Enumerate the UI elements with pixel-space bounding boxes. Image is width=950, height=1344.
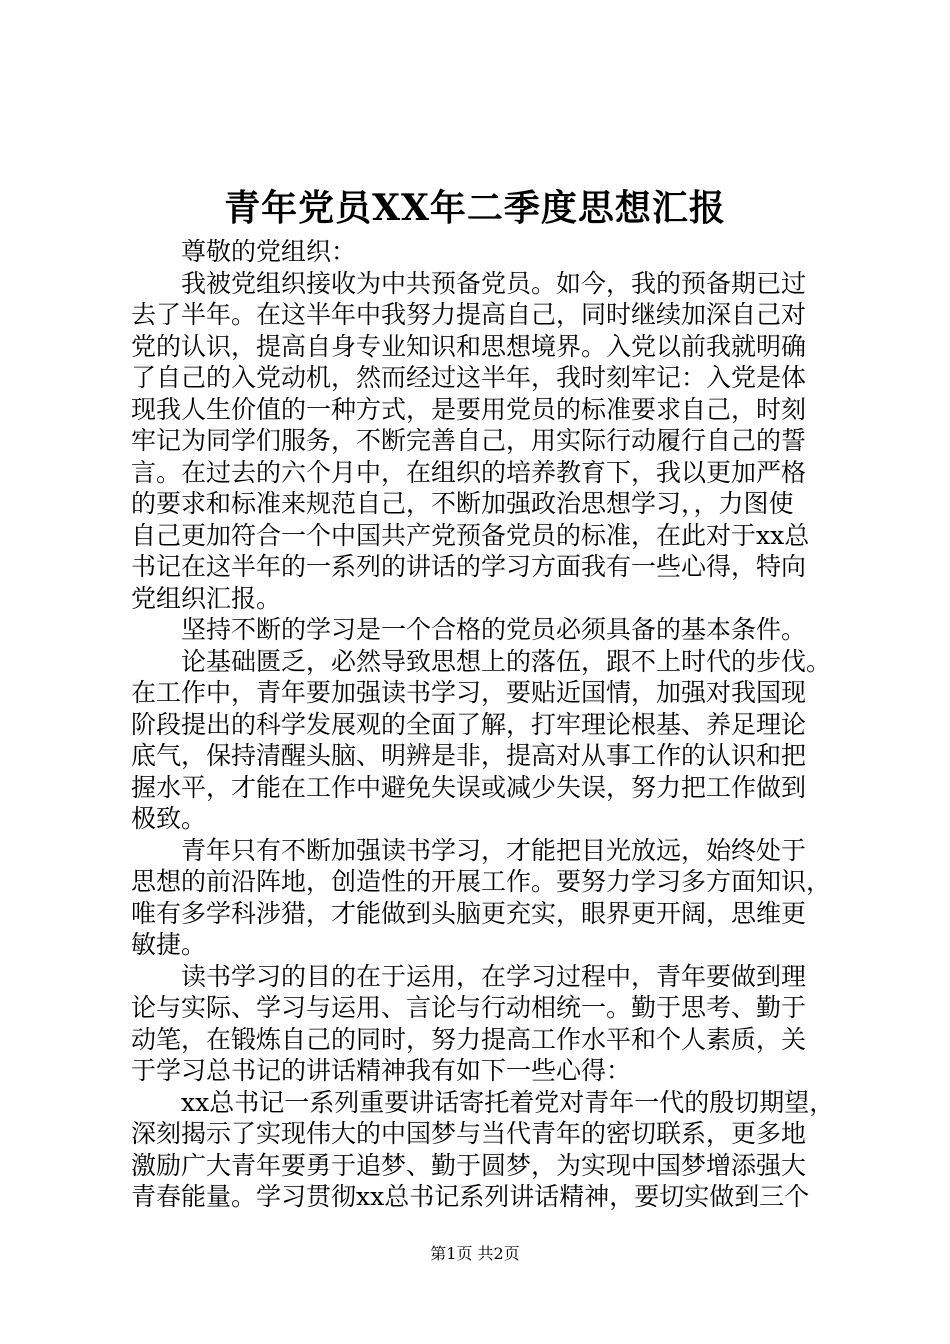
paragraph-3 — [131, 646, 835, 835]
paragraph-6 — [131, 1087, 835, 1213]
text-line: 在工作中，青年要加强读书学习，要贴近国情，加强对我国现 — [131, 678, 807, 707]
text-line: 去了半年。在这半年中我努力提高自己，同时继续加深自己对 — [131, 300, 807, 329]
text-line: 现我人生价值的一种方式，是要用党员的标准要求自己，时刻 — [131, 394, 807, 424]
page-number-footer: 第1页 共2页 — [430, 1244, 520, 1263]
text-line: 书记在这半年的一系列的讲话的学习方面我有一些心得，特向 — [131, 552, 807, 581]
text-line: 唯有多学科涉猎，才能做到头脑更充实，眼界更开阔，思维更 — [131, 898, 807, 928]
text-line: 动笔，在锻炼自己的同时，努力提高工作水平和个人素质，关 — [131, 1024, 807, 1054]
text-line: 论与实际、学习与运用、言论与行动相统一。勤于思考、勤于 — [131, 993, 807, 1022]
paragraph-4 — [131, 835, 835, 961]
paragraph-1 — [131, 268, 835, 615]
salutation: 尊敬的党组织： — [181, 237, 357, 266]
text-line: 了自己的入党动机，然而经过这半年，我时刻牢记：入党是体 — [131, 363, 807, 392]
text-line: 党组织汇报。 — [131, 583, 282, 613]
text-line: 党的认识，提高自身专业知识和思想境界。入党以前我就明确 — [131, 331, 807, 361]
text-line: 坚持不断的学习是一个合格的党员必须具备的基本条件。 — [181, 615, 807, 644]
text-line: 深刻揭示了实现伟大的中国梦与当代青年的密切联系，更多地 — [131, 1119, 807, 1148]
text-line: 的要求和标准来规范自己，不断加强政治思想学习，，力图使 — [131, 489, 794, 518]
text-line: 阶段提出的科学发展观的全面了解，打牢理论根基、养足理论 — [131, 709, 807, 739]
paragraph-2 — [131, 614, 835, 646]
text-line: 思想的前沿阵地，创造性的开展工作。要努力学习多方面知识， — [131, 867, 832, 896]
text-line: 青春能量。学习贯彻xx总书记系列讲话精神，要切实做到三个 — [131, 1182, 810, 1211]
document-title: 青年党员XX年二季度思想汇报 — [224, 187, 726, 229]
text-line: 言。在过去的六个月中，在组织的培养教育下，我以更加严格 — [131, 457, 807, 487]
text-line: 青年只有不断加强读书学习，才能把目光放远，始终处于 — [181, 835, 807, 865]
text-line: 敏捷。 — [131, 930, 207, 959]
text-line: 论基础匮乏，必然导致思想上的落伍，跟不上时代的步伐。 — [181, 646, 832, 676]
text-line: xx总书记一系列重要讲话寄托着党对青年一代的殷切期望， — [181, 1087, 835, 1117]
text-line: 自己更加符合一个中国共产党预备党员的标准，在此对于xx总 — [131, 520, 810, 550]
text-line: 底气，保持清醒头脑、明辨是非，提高对从事工作的认识和把 — [131, 741, 807, 770]
text-line: 握水平，才能在工作中避免失误或减少失误，努力把工作做到 — [131, 772, 807, 802]
text-line: 读书学习的目的在于运用，在学习过程中，青年要做到理 — [181, 961, 807, 991]
paragraph-5 — [131, 961, 835, 1087]
text-line: 极致。 — [131, 804, 207, 833]
text-line: 激励广大青年要勇于追梦、勤于圆梦，为实现中国梦增添强大 — [131, 1150, 807, 1180]
text-line: 我被党组织接收为中共预备党员。如今，我的预备期已过 — [181, 268, 807, 298]
text-line: 牢记为同学们服务，不断完善自己，用实际行动履行自己的誓 — [131, 426, 807, 455]
text-line: 于学习总书记的讲话精神我有如下一些心得： — [131, 1056, 632, 1085]
document-body — [131, 236, 835, 1213]
